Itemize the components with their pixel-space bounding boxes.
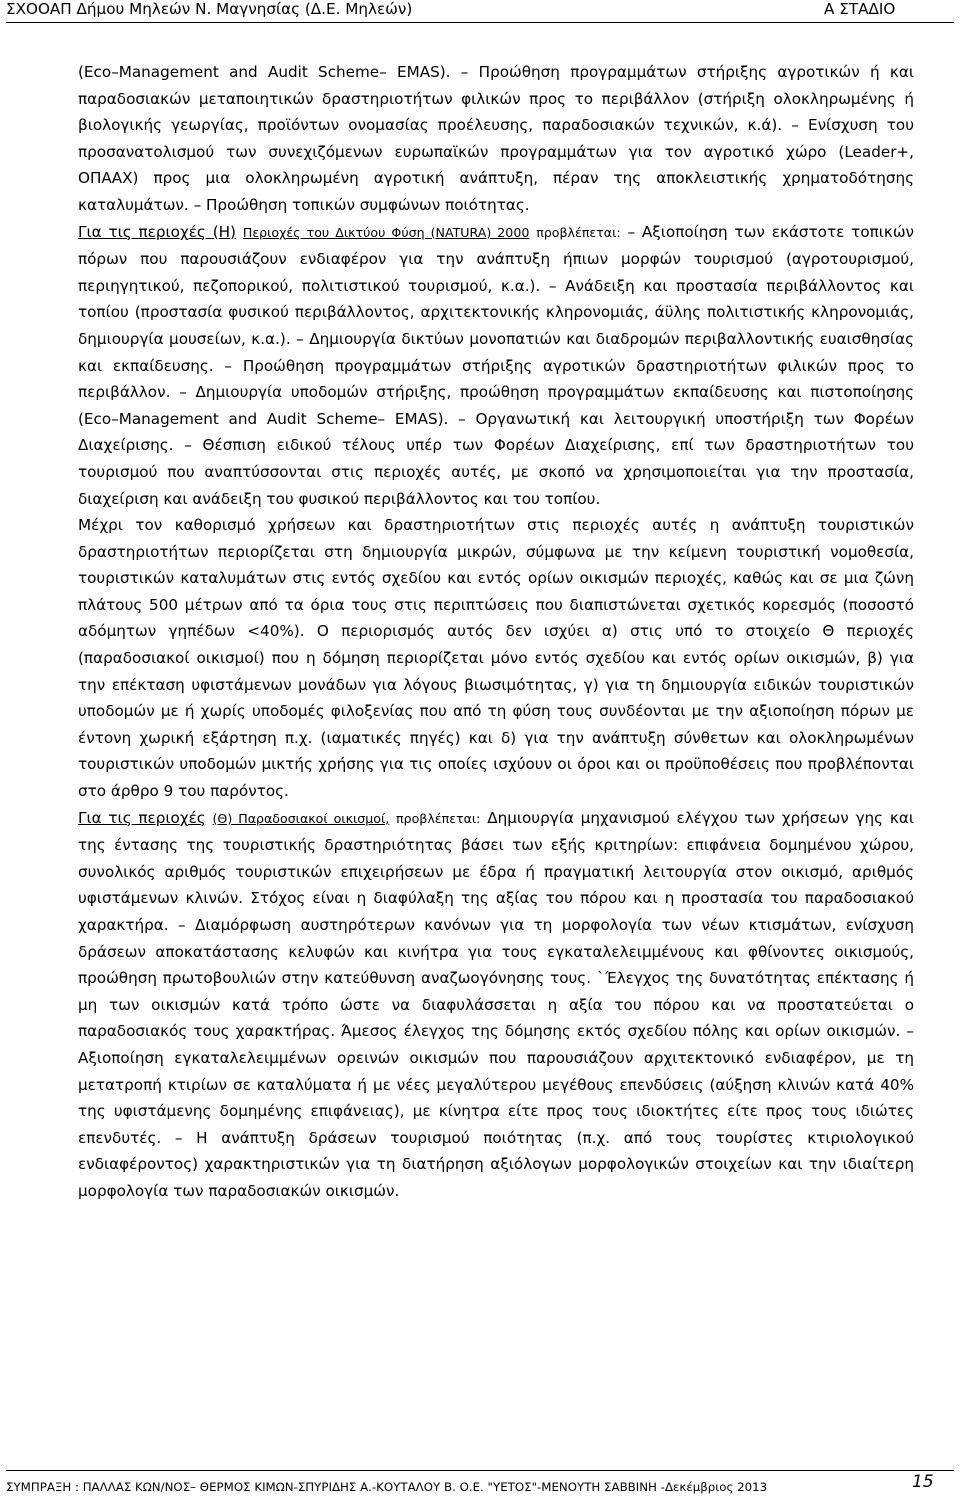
header-divider	[6, 22, 954, 23]
paragraph-eco-support: (Eco–Management and Audit Scheme– EMAS). – Προώθηση προγραμμάτων στήριξης αγροτικών ή και παραδοσιακών μεταποιητικών δραστηριοτήτων φιλικών προς το περιβάλλον (στήριξη ολοκληρωμένης ή βιολογικής γεωργίας, προϊόντων ονομασίας προέλευσης, παραδοσιακών τεχνικών, κ.ά). – Ενίσχυση του προσανατολισμού των συνεχιζόμενων ευρωπαϊκών προγραμμάτων για τον αγροτικό χώρο (Leader+, ΟΠΑΑΧ) προς μια ολοκληρωμένη αγροτική ανάπτυξη, πέραν της αποκλειστικής χρηματοδότησης καταλυμάτων. – Προώθηση τοπικών συμφώνων ποιότητας.	[78, 63, 914, 214]
header-title: ΣΧΟΟΑΠ Δήμου Μηλεών Ν. Μαγνησίας (Δ.Ε. Μηλεών)	[6, 0, 413, 18]
traditional-settlements-measures: Δημιουργία μηχανισμού ελέγχου των χρήσεων γης και της έντασης της τουριστικής δραστηριότητας βάσει των εξής κριτηρίων: επιφάνεια δομημένου χώρου, συνολικός αριθμός τουριστικών επιχειρήσεων με έδρα ή πραγματική λειτουργία στον οικισμό, αριθμός υφιστάμενων κλινών. Στόχος είναι η διαφύλαξη της αξίας του πόρου και η προστασία του παραδοσιακού χαρακτήρα. – Διαμόρφωση αυστηρότερων κανόνων για τη μορφολογία των νέων κτισμάτων, ενίσχυση δράσεων αποκατάστασης κελυφών και κινήτρα για τους εγκαταλελειμμένους και φθίνοντες οικισμούς, προώθηση πρωτοβουλιών στην κατεύθυνση αναζωογόνησης τους. ˋΈλεγχος της δυνατότητας επέκτασης ή μη των οικισμών κατά τρόπο ώστε να διαφυλάσσεται η αξία του πόρου και να προστατεύεται ο παραδοσιακός τους χαρακτήρας. Άμεσος έλεγχος της δόμησης εκτός σχεδίου πόλης και ορίων οικισμών. – Αξιοποίηση εγκαταλελειμμένων ορεινών οικισμών που παρουσιάζουν αρχιτεκτονικό ενδιαφέρον, με τη μετατροπή κτιρίων σε καταλύματα ή με νέες μεγαλύτερου μεγέθους επενδύσεις (αύξηση κλινών κατά 40% της υφιστάμενης δομημένης επιφάνειας), με κίνητρα είτε προς τους ιδιοκτήτες είτε προς τους ιδιώτες επενδυτές. – Η ανάπτυξη δράσεων τουρισμού ποιότητας (π.χ. από τους τουρίστες κτιριολογικού ενδιαφέροντος) χαρακτηριστικών για τη διατήρηση αξιόλογων μορφολογικών στοιχείων και την ιδιαίτερη μορφολογία των παραδοσιακών οικισμών.	[78, 808, 914, 1200]
paragraph-traditional-settlements	[78, 805, 914, 1205]
natura-areas-provides: προβλέπεται:	[536, 224, 621, 240]
paragraph-tourism-restrictions: Μέχρι τον καθορισμό χρήσεων και δραστηριοτήτων στις περιοχές αυτές η ανάπτυξη τουριστικών δραστηριοτήτων περιορίζεται στη δημιουργία μικρών, σύμφωνα με την κείμενη τουριστική νομοθεσία, τουριστικών καταλυμάτων στις εντός σχεδίου και εντός ορίων οικισμών περιοχές, καθώς και σε μια ζώνη πλάτους 500 μέτρων από τα όρια τους στις περιπτώσεις που διαπιστώνεται σχετικός κορεσμός (ποσοστό αδόμητων γηπέδων <40%). Ο περιορισμός αυτός δεν ισχύει α) στις υπό το στοιχείο Θ περιοχές (παραδοσιακοί οικισμοί) που η δόμηση περιορίζεται μόνο εντός σχεδίου και εντός ορίων οικισμών, β) για την επέκταση υφιστάμενων μονάδων για λόγους βιωσιμότητας, γ) για τη δημιουργία ειδικών τουριστικών υποδομών με ή χωρίς υποδομές φιλοξενίας που από τη φύση τους συνδέονται με την αξιοποίηση πόρων με έντονη χωρική εξάρτηση π.χ. (ιαματικές πηγές) και δ) για την ανάπτυξη σύνθετων και ολοκληρωμένων τουριστικών υποδομών μικτής χρήσης για τις οποίες ισχύουν οι όροι και οι προϋποθέσεις που προβλέπονται στο άρθρο 9 του παρόντος.	[78, 516, 914, 801]
header-stage: Α ΣΤΑΔΙΟ	[824, 0, 896, 18]
paragraph-natura-areas	[78, 219, 914, 513]
page-number: 15	[912, 1472, 934, 1492]
page-header	[0, 0, 960, 30]
footer-credits: ΣΥΜΠΡΑΞΗ : ΠΑΛΛΑΣ ΚΩΝ/ΝΟΣ– ΘΕΡΜΟΣ ΚΙΜΩΝ-ΣΠΥΡΙΔΗΣ Α.-ΚΟΥΤΑΛΟΥ Β. Ο.Ε. "ΥΕΤΟΣ"-ΜΕΝΟΥΤΗ ΣΑΒΒΙΝΗ -Δεκέμβριος 2013	[6, 1480, 768, 1494]
traditional-settlements-lead: Για τις περιοχές	[78, 808, 206, 827]
natura-areas-name: Περιοχές του Δικτύου Φύση (NATURA) 2000	[242, 224, 530, 240]
document-body	[78, 59, 914, 1205]
natura-areas-lead: Για τις περιοχές (Η)	[78, 222, 236, 241]
footer-divider	[6, 1470, 954, 1471]
traditional-settlements-name: (Θ) Παραδοσιακοί οικισμοί,	[212, 810, 390, 826]
natura-areas-measures: – Αξιοποίηση των εκάστοτε τοπικών πόρων που παρουσιάζουν ενδιαφέρον για την ανάπτυξη ήπιων μορφών τουρισμού (αγροτουρισμού, περιηγητικού, πεζοπορικού, πολιτιστικού τουρισμού, κ.α.). – Ανάδειξη και προστασία περιβάλλοντος και τοπίου (προστασία φυσικού περιβάλλοντος, αρχιτεκτονικής κληρονομιάς, άϋλης πολιτιστικής κληρονομιάς, δημιουργία μουσείων, κ.α.). – Δημιουργία δικτύων μονοπατιών και διαδρομών περιβαλλοντικής ευαισθησίας και εκπαίδευσης. – Προώθηση προγραμμάτων στήριξης αγροτικών δραστηριοτήτων φιλικών προς το περιβάλλον. – Δημιουργία υποδομών στήριξης, προώθηση προγραμμάτων εκπαίδευσης και πιστοποίησης (Eco–Management and Audit Scheme– EMAS). – Οργανωτική και λειτουργική υποστήριξη των Φορέων Διαχείρισης. – Θέσπιση ειδικού τέλους υπέρ των Φορέων Διαχείρισης, επί των δραστηριοτήτων του τουρισμού που αναπτύσσονται στις περιοχές αυτές, με σκοπό να χρησιμοποιείται για την προστασία, διαχείριση και ανάδειξη του φυσικού περιβάλλοντος και του τοπίου.	[78, 222, 915, 508]
traditional-settlements-provides: προβλέπεται:	[396, 810, 481, 826]
page-footer	[0, 1470, 960, 1499]
